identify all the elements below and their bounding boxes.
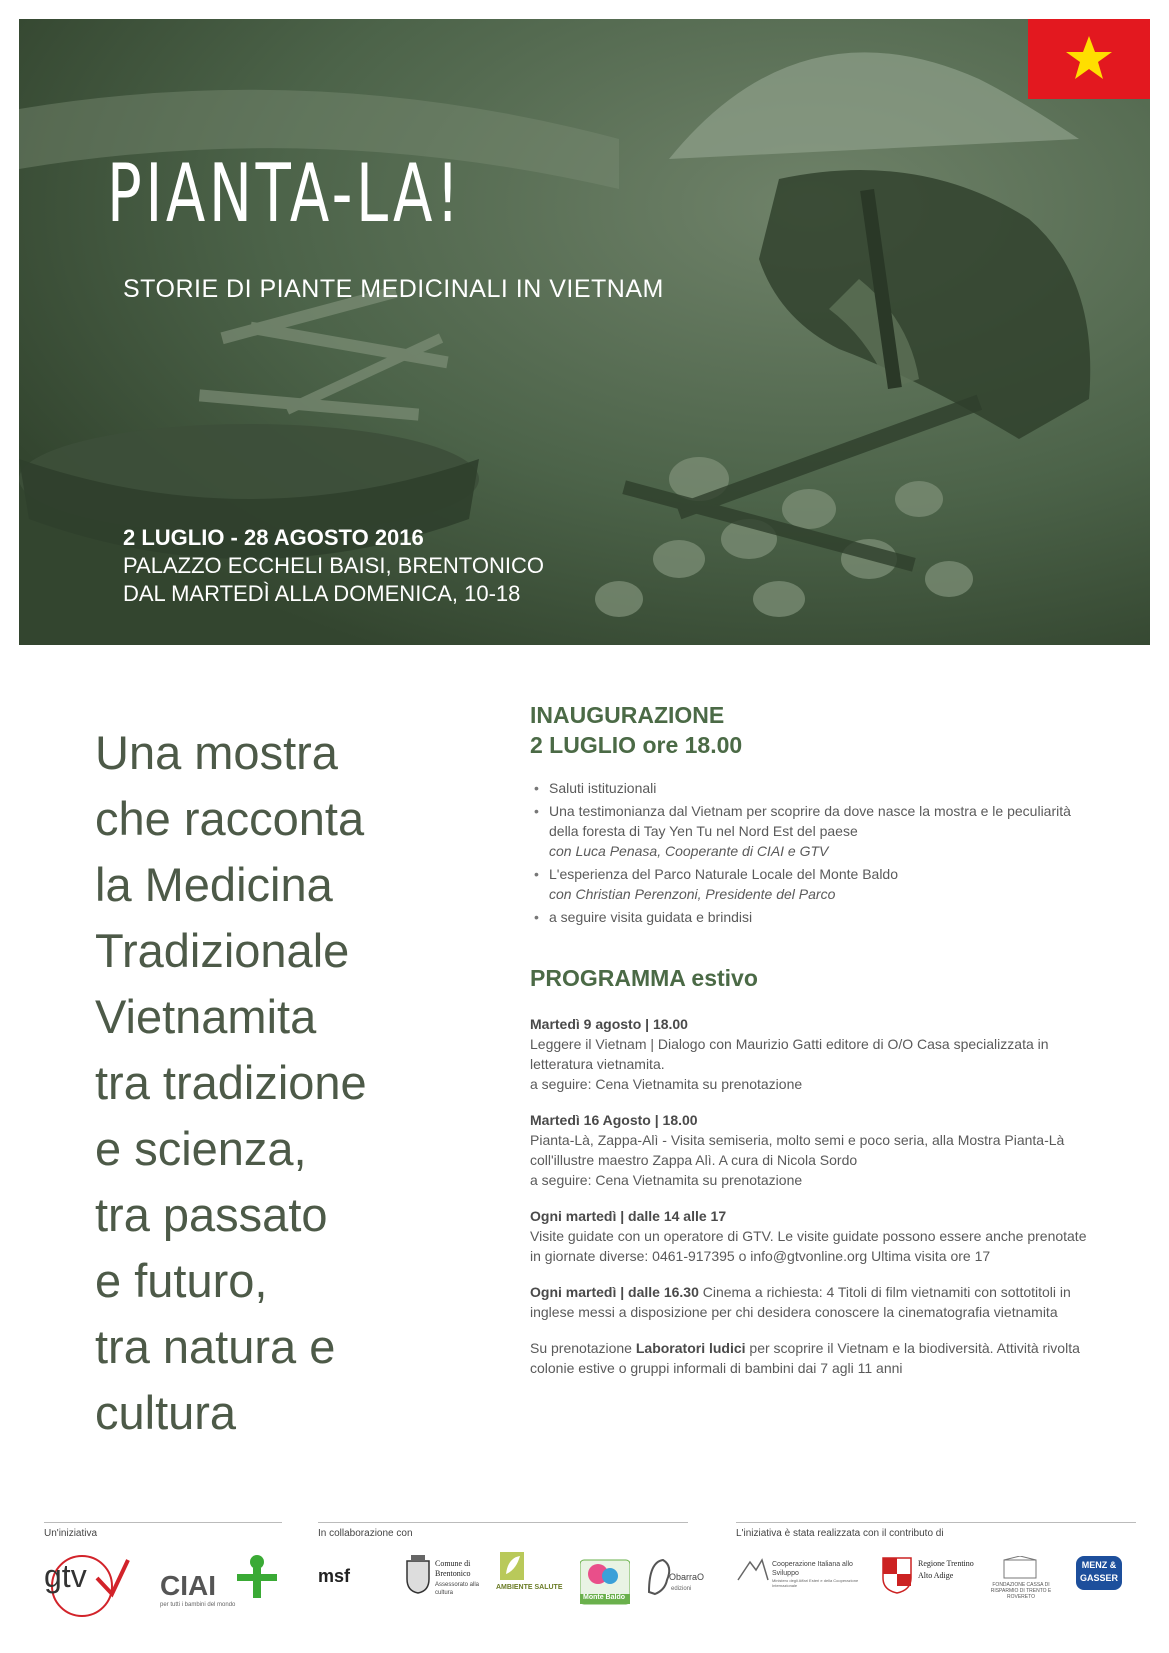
fondazione-icon xyxy=(1000,1556,1040,1580)
list-item xyxy=(530,864,1090,904)
event-heading: Martedì 16 Agosto | 18.00 xyxy=(530,1112,698,1128)
event-1 xyxy=(530,1014,1090,1094)
parco-text: Monte Baldo xyxy=(583,1594,625,1601)
tagline-line: e scienza, xyxy=(95,1122,307,1175)
cooperazione-icon xyxy=(736,1556,770,1584)
event-heading: Laboratori ludici xyxy=(635,1340,746,1356)
tagline-line: cultura xyxy=(95,1386,237,1439)
vietnam-flag-icon xyxy=(1028,19,1150,99)
fondazione-logo xyxy=(984,1556,1058,1600)
event-heading: Ogni martedì | dalle 14 alle 17 xyxy=(530,1208,727,1224)
item-text: Una testimonianza dal Vietnam per scoprire da dove nasce la mostra e le peculiarità della foresta di Tay Yen Tu nel Nord Est del paese xyxy=(549,803,1071,839)
item-speaker: con Luca Penasa, Cooperante di CIAI e GTV xyxy=(549,843,829,859)
event-4 xyxy=(530,1282,1090,1322)
ambiente-salute-text: AMBIENTE SALUTE xyxy=(496,1584,563,1591)
event-text: Su prenotazione xyxy=(530,1340,636,1356)
hero-banner xyxy=(19,19,1150,645)
obarrao-logo xyxy=(645,1556,707,1606)
comune-logo-subtext: Assessorato alla cultura xyxy=(435,1582,480,1596)
event-text: a seguire: Cena Vietnamita su prenotazione xyxy=(530,1076,803,1092)
event-heading: Ogni martedì | dalle 16.30 xyxy=(530,1284,699,1300)
tagline-line: che racconta xyxy=(95,792,365,845)
cooperazione-text: Cooperazione Italiana allo Sviluppo xyxy=(772,1561,853,1577)
regione-shield-icon xyxy=(882,1556,912,1594)
inauguration-hour: ore 18.00 xyxy=(636,732,743,758)
comune-logo-text: Comune di Brentonico xyxy=(435,1559,471,1578)
menz-gasser-logo xyxy=(1076,1556,1122,1590)
program-heading xyxy=(530,965,1090,992)
exhibition-dates xyxy=(123,524,544,608)
regione-logo xyxy=(882,1556,972,1600)
inauguration-heading xyxy=(530,700,1090,760)
venue: PALAZZO ECCHELI BAISI, BRENTONICO xyxy=(123,553,544,578)
event-text: per scoprire il Vietnam e la biodiversità. Attività rivolta colonie estive o gruppi informali di bambini dai 7 agli 11 anni xyxy=(530,1340,1080,1376)
comune-logo xyxy=(405,1555,485,1605)
ambiente-salute-logo xyxy=(496,1552,563,1607)
event-text: Leggere il Vietnam | Dialogo con Maurizio Gatti editore di O/O Casa specializzata in letteratura vietnamita. xyxy=(530,1036,1049,1072)
program-heading-rest: estivo xyxy=(685,965,758,991)
list-item xyxy=(530,801,1090,861)
date-range: 2 LUGLIO - 28 AGOSTO 2016 xyxy=(123,525,424,550)
inauguration-time xyxy=(530,730,1090,760)
obarrao-subtext: edizioni xyxy=(671,1586,692,1592)
obarrao-text: ObarraO xyxy=(669,1572,705,1582)
event-5 xyxy=(530,1338,1090,1378)
event-text: Visite guidate con un operatore di GTV. Le visite guidate possono essere anche prenotate in giornate diverse: 0461-917395 o info@gtvonline.org Ultima visita ore 17 xyxy=(530,1228,1087,1264)
tagline-line: Una mostra xyxy=(95,726,338,779)
tagline-line: la Medicina xyxy=(95,858,333,911)
event-heading: Martedì 9 agosto | 18.00 xyxy=(530,1016,688,1032)
footer-label-collaboration: In collaborazione con xyxy=(318,1528,413,1539)
tagline-line: tra tradizione xyxy=(95,1056,367,1109)
msf-logo xyxy=(318,1566,393,1596)
ciai-logo xyxy=(160,1552,280,1612)
ciai-figure-icon xyxy=(232,1552,282,1602)
tagline-line: tra natura e xyxy=(95,1320,336,1373)
inauguration-title: INAUGURAZIONE xyxy=(530,702,725,728)
regione-text: Regione Trentino Alto Adige xyxy=(918,1559,974,1580)
opening-hours: DAL MARTEDÌ ALLA DOMENICA, 10-18 xyxy=(123,581,521,606)
cooperazione-logo xyxy=(736,1556,866,1596)
parco-monte-baldo-logo xyxy=(580,1552,632,1607)
list-item xyxy=(530,907,1090,927)
program-column xyxy=(530,700,1090,1378)
event-3 xyxy=(530,1206,1090,1266)
leaf-icon xyxy=(500,1552,524,1580)
cooperazione-subtext: Ministero degli Affari Esteri e della Cooperazione Internazionale xyxy=(772,1578,859,1588)
gtv-logo xyxy=(42,1548,132,1618)
exhibition-subtitle: STORIE DI PIANTE MEDICINALI IN VIETNAM xyxy=(123,275,664,303)
gtv-logo-text: gtv xyxy=(44,1558,87,1594)
ciai-logo-subtext: per tutti i bambini del mondo xyxy=(160,1602,236,1608)
event-2 xyxy=(530,1110,1090,1190)
tagline-line: tra passato xyxy=(95,1188,328,1241)
fondazione-text: FONDAZIONE CASSA DI RISPARMIO DI TRENTO E ROVERETO xyxy=(990,1582,1052,1600)
inauguration-date: 2 LUGLIO xyxy=(530,732,637,758)
coat-of-arms-icon xyxy=(405,1555,431,1595)
tagline-line: Vietnamita xyxy=(95,990,317,1043)
msf-logo-text: msf xyxy=(318,1566,351,1586)
star-icon xyxy=(1064,33,1114,83)
item-text: a seguire visita guidata e brindisi xyxy=(549,909,753,925)
footer-divider xyxy=(318,1522,688,1523)
exhibition-title: PIANTA-LA! xyxy=(107,147,463,240)
footer-divider xyxy=(736,1522,1136,1523)
tagline-line: e futuro, xyxy=(95,1254,268,1307)
program-heading-bold: PROGRAMMA xyxy=(530,965,686,991)
footer-label-initiative: Un'iniziativa xyxy=(44,1528,98,1539)
event-text: Cinema a richiesta: 4 Titoli di film vietnamiti con sottotitoli in inglese messi a disposizione per chi desidera conoscere la cinematografia vietnamita xyxy=(530,1284,1071,1320)
list-item xyxy=(530,778,1090,798)
menz-gasser-text: MENZ & GASSER xyxy=(1079,1560,1118,1583)
inauguration-list xyxy=(530,778,1090,927)
event-text: a seguire: Cena Vietnamita su prenotazione xyxy=(530,1172,803,1188)
item-speaker: con Christian Perenzoni, Presidente del Parco xyxy=(549,886,836,902)
tagline xyxy=(95,720,425,1446)
ciai-logo-text: CIAI xyxy=(160,1570,216,1601)
item-text: Saluti istituzionali xyxy=(549,780,657,796)
item-text: L'esperienza del Parco Naturale Locale del Monte Baldo xyxy=(549,866,899,882)
event-text: Pianta-Là, Zappa-Alì - Visita semiseria, molto semi e poco seria, alla Mostra Pianta-Là coll'illustre maestro Zappa Alì. A cura di Nicola Sordo xyxy=(530,1132,1065,1168)
tagline-line: Tradizionale xyxy=(95,924,350,977)
footer-divider xyxy=(44,1522,282,1523)
footer-label-contribution: L'iniziativa è stata realizzata con il contributo di xyxy=(736,1528,944,1539)
